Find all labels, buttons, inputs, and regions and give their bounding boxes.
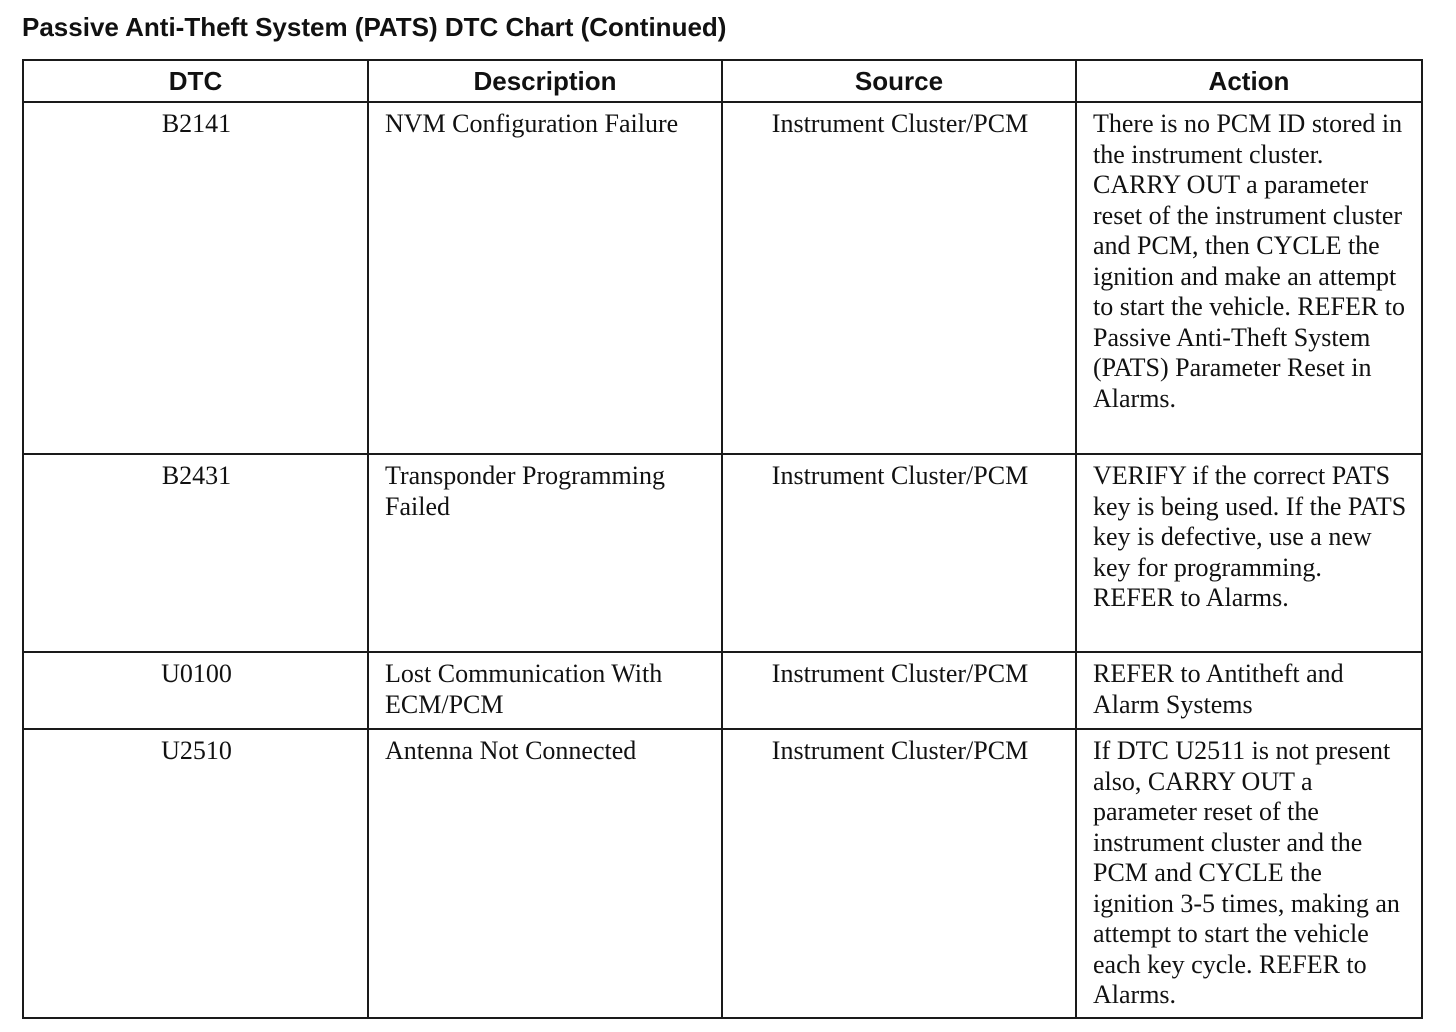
table-row — [23, 454, 1422, 652]
source-cell: Instrument Cluster/PCM — [722, 652, 1076, 729]
table-row — [23, 102, 1422, 454]
description-cell: NVM Configuration Failure — [368, 102, 722, 454]
table-row — [23, 652, 1422, 729]
action-cell: There is no PCM ID stored in the instrument cluster. CARRY OUT a parameter reset of the instrument cluster and PCM, then CYCLE the ignition and make an attempt to start the vehicle. REFER to Passive Anti-Theft System (PATS) Parameter Reset in Alarms. — [1076, 102, 1422, 454]
description-cell: Lost Communication With ECM/PCM — [368, 652, 722, 729]
source-cell: Instrument Cluster/PCM — [722, 102, 1076, 454]
column-header-source: Source — [722, 60, 1076, 102]
page-title: Passive Anti-Theft System (PATS) DTC Chart (Continued) — [22, 12, 727, 42]
source-cell: Instrument Cluster/PCM — [722, 729, 1076, 1018]
dtc-chart-table — [22, 59, 1423, 1019]
dtc-code-cell: B2141 — [23, 102, 368, 454]
dtc-code-cell: U0100 — [23, 652, 368, 729]
description-cell: Transponder Programming Failed — [368, 454, 722, 652]
source-cell: Instrument Cluster/PCM — [722, 454, 1076, 652]
dtc-code-cell: U2510 — [23, 729, 368, 1018]
table-row — [23, 729, 1422, 1018]
action-cell: VERIFY if the correct PATS key is being used. If the PATS key is defective, use a new key for programming. REFER to Alarms. — [1076, 454, 1422, 652]
dtc-code-cell: B2431 — [23, 454, 368, 652]
action-cell: If DTC U2511 is not present also, CARRY OUT a parameter reset of the instrument cluster and the PCM and CYCLE the ignition 3-5 times, making an attempt to start the vehicle each key cycle. REFER to Alarms. — [1076, 729, 1422, 1018]
column-header-action: Action — [1076, 60, 1422, 102]
description-cell: Antenna Not Connected — [368, 729, 722, 1018]
action-cell: REFER to Antitheft and Alarm Systems — [1076, 652, 1422, 729]
column-header-description: Description — [368, 60, 722, 102]
column-header-dtc: DTC — [23, 60, 368, 102]
table-header-row — [23, 60, 1422, 102]
